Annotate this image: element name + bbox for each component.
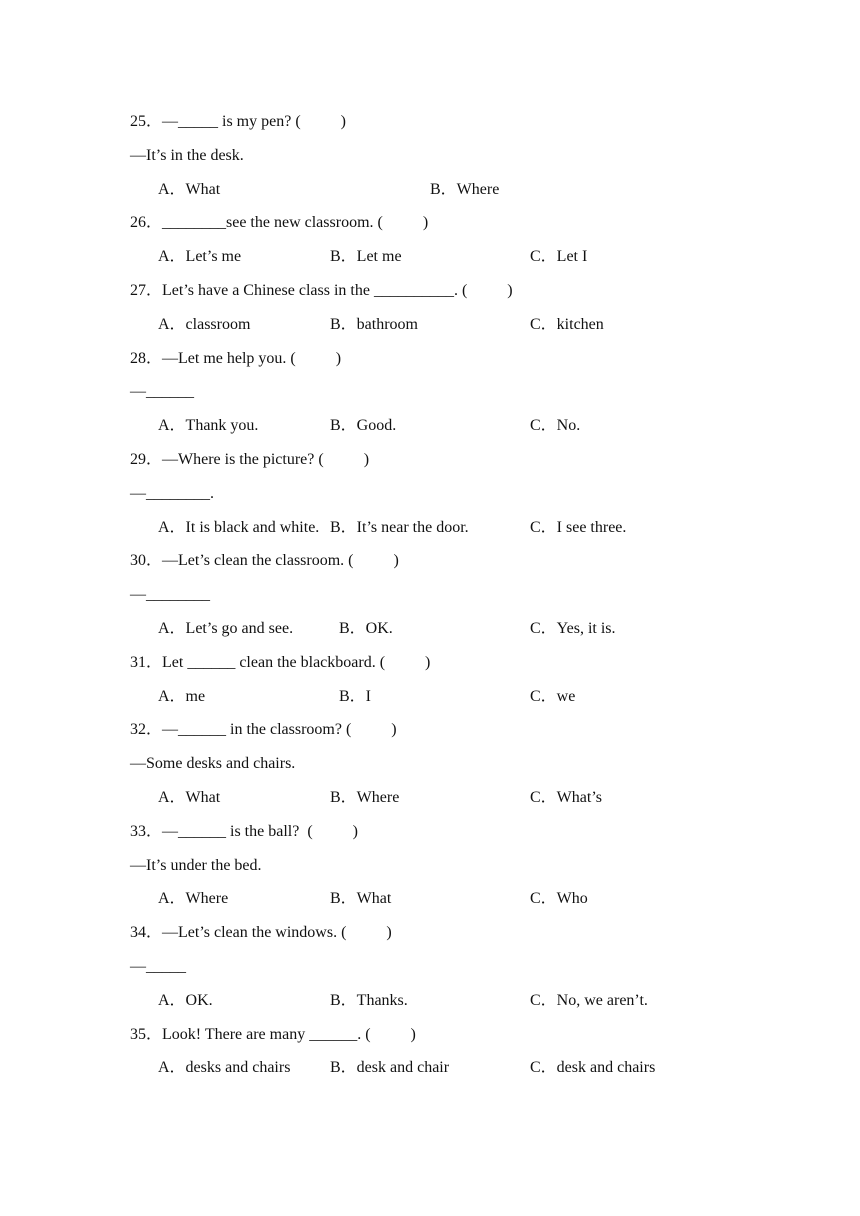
- answer-option: B．Good.: [330, 417, 397, 435]
- question-response: —_____: [130, 958, 186, 975]
- question-stem: 28．—Let me help you. ( ): [130, 349, 342, 367]
- answer-option: A．What: [158, 180, 221, 198]
- answer-option: B．I: [339, 687, 372, 705]
- answer-option: A．What: [158, 789, 221, 806]
- question-stem: 32．—______ in the classroom? ( ): [130, 721, 397, 739]
- answer-option: A．It is black and white.: [158, 518, 320, 536]
- question-stem: 33．—______ is the ball? ( ): [130, 822, 358, 840]
- answer-option: B．desk and chair: [330, 1059, 450, 1077]
- answer-option: B．bathroom: [330, 315, 418, 333]
- answer-option: C．desk and chairs: [530, 1059, 656, 1077]
- question-stem: 27．Let’s have a Chinese class in the __________. ( ): [130, 282, 513, 299]
- question-stem: 31．Let ______ clean the blackboard. ( ): [130, 653, 431, 671]
- answer-option: A．Let’s me: [158, 248, 242, 266]
- answer-option: C．What’s: [530, 789, 602, 806]
- answer-option: A．me: [158, 687, 206, 705]
- question-response: —________.: [130, 484, 214, 502]
- answer-option: B．What: [330, 890, 392, 908]
- answer-option: C．No, we aren’t.: [530, 991, 648, 1009]
- question-response: —It’s in the desk.: [130, 146, 244, 164]
- answer-option: B．Where: [430, 180, 500, 198]
- answer-option: C．we: [530, 687, 576, 705]
- question-stem: 34．—Let’s clean the windows. ( ): [130, 924, 392, 942]
- answer-option: A．desks and chairs: [158, 1059, 291, 1077]
- answer-option: A．Where: [158, 890, 229, 908]
- question-stem: 26．________see the new classroom. ( ): [130, 214, 429, 232]
- answer-option: C．No.: [530, 417, 581, 435]
- question-stem: 30．—Let’s clean the classroom. ( ): [130, 552, 399, 570]
- question-response: —______: [130, 383, 194, 401]
- answer-option: C．Let I: [530, 248, 588, 266]
- answer-option: B．Let me: [330, 248, 402, 266]
- answer-option: A．Thank you.: [158, 417, 259, 435]
- question-stem: 29．—Where is the picture? ( ): [130, 451, 370, 468]
- answer-option: A．OK.: [158, 991, 213, 1009]
- question-stem: 35．Look! There are many ______. ( ): [130, 1025, 416, 1043]
- answer-option: A．Let’s go and see.: [158, 620, 294, 637]
- answer-option: C．Yes, it is.: [530, 620, 616, 637]
- answer-option: B．Where: [330, 789, 400, 806]
- question-stem: 25．—_____ is my pen? ( ): [130, 113, 346, 130]
- answer-option: B．Thanks.: [330, 991, 408, 1009]
- answer-option: A．classroom: [158, 315, 251, 333]
- answer-option: B．It’s near the door.: [330, 518, 469, 536]
- answer-option: C．kitchen: [530, 315, 604, 333]
- question-response: —It’s under the bed.: [130, 856, 262, 874]
- answer-option: C．Who: [530, 890, 588, 908]
- question-response: —________: [130, 586, 210, 604]
- answer-option: C．I see three.: [530, 518, 627, 536]
- answer-option: B．OK.: [339, 620, 393, 637]
- question-response: —Some desks and chairs.: [130, 755, 296, 773]
